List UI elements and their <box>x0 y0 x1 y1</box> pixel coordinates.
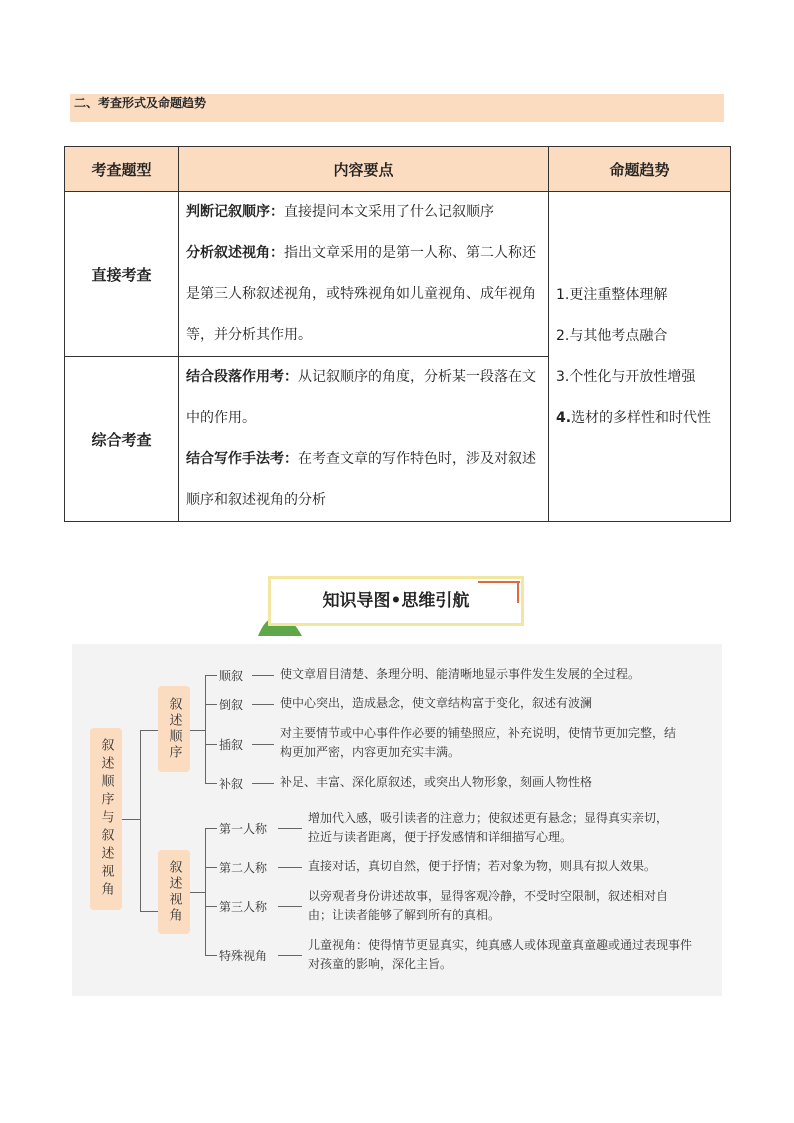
point-key: 判断记叙顺序： <box>186 204 284 220</box>
leaf-desc: 使中心突出，造成悬念，使文章结构富于变化，叙述有波澜 <box>280 696 593 710</box>
row-points <box>179 192 549 357</box>
banner-title: 知识导图•思维引航 <box>268 576 524 626</box>
dash <box>278 906 302 907</box>
point-text: 从记叙顺序的角度，分析某一段落在文中的作用。 <box>186 369 536 426</box>
connector <box>205 828 217 829</box>
dash <box>252 675 274 676</box>
banner-accent <box>478 581 520 583</box>
connector <box>190 730 205 731</box>
leaf-label: 第二人称 <box>219 861 268 875</box>
mind-map <box>72 644 722 996</box>
leaf-label: 插叙 <box>219 738 244 752</box>
leaf-desc: 直接对话，真切自然，便于抒情；若对象为物，则具有拟人效果。 <box>308 859 657 873</box>
leaf-label: 倒叙 <box>219 698 244 712</box>
exam-form-table <box>64 146 731 522</box>
row-type: 直接考查 <box>65 192 179 357</box>
point-key: 结合写作手法考： <box>186 451 298 467</box>
connector <box>140 911 158 912</box>
trend-cell <box>549 192 731 522</box>
dash <box>252 783 274 784</box>
leaf-label: 第三人称 <box>219 900 268 914</box>
connector <box>205 867 217 868</box>
trend-item: 4.选材的多样性和时代性 <box>556 409 712 426</box>
leaf-desc: 增加代入感，吸引读者的注意力；使叙述更有悬念；显得真实亲切，拉近与读者距离，便于抒发感情和详细描写心理。 <box>308 811 669 844</box>
table-header-row <box>65 147 731 192</box>
leaf-desc: 以旁观者身份讲述故事，显得客观冷静，不受时空限制，叙述相对自由；让读者能够了解到所有的真相。 <box>308 889 669 922</box>
point-key: 结合段落作用考： <box>186 369 298 385</box>
connector <box>205 828 206 955</box>
point-text: 直接提问本文采用了什么记叙顺序 <box>284 204 494 220</box>
trend-item: 2.与其他考点融合 <box>556 327 668 344</box>
connector <box>122 819 140 820</box>
leaf-label: 第一人称 <box>219 822 268 836</box>
point-text: 在考查文章的写作特色时，涉及对叙述顺序和叙述视角的分析 <box>186 451 536 508</box>
knowledge-banner <box>258 572 538 636</box>
trend-item: 1.更注重整体理解 <box>556 286 668 303</box>
connector <box>190 892 205 893</box>
connector <box>205 744 217 745</box>
banner-accent <box>517 581 519 603</box>
trend-item: 3.个性化与开放性增强 <box>556 368 696 385</box>
branch-narrative-order: 叙述顺序 <box>158 686 190 772</box>
leaf-desc: 对主要情节或中心事件作必要的铺垫照应，补充说明，使情节更加完整，结构更加严密，内容更加充实丰满。 <box>280 726 677 759</box>
section-title: 二、考查形式及命题趋势 <box>70 94 724 122</box>
point-key: 分析叙述视角： <box>186 245 284 261</box>
connector <box>140 730 141 911</box>
leaf-label: 特殊视角 <box>219 949 268 963</box>
header-points: 内容要点 <box>179 147 549 192</box>
connector <box>140 730 158 731</box>
header-type: 考查题型 <box>65 147 179 192</box>
leaf-label: 补叙 <box>219 777 244 791</box>
dash <box>278 867 302 868</box>
dash <box>278 828 302 829</box>
branch-narrative-perspective: 叙述视角 <box>158 850 190 934</box>
row-type: 综合考查 <box>65 357 179 522</box>
connector <box>205 675 217 676</box>
row-points <box>179 357 549 522</box>
leaf-label: 顺叙 <box>219 669 244 683</box>
connector <box>205 783 217 784</box>
connector <box>205 906 217 907</box>
connector <box>205 955 217 956</box>
root-node: 叙述顺序与叙述视角 <box>90 728 122 910</box>
leaf-desc: 补足、丰富、深化原叙述，或突出人物形象，刻画人物性格 <box>280 775 593 789</box>
dash <box>252 704 274 705</box>
leaf-desc: 儿童视角：使得情节更显真实，纯真感人或体现童真童趣或通过表现事件对孩童的影响，深化主旨。 <box>308 938 693 971</box>
point-text: 指出文章采用的是第一人称、第二人称还是第三人称叙述视角，或特殊视角如儿童视角、成年视角等，并分析其作用。 <box>186 245 536 343</box>
table-row <box>65 192 731 357</box>
connector <box>205 704 217 705</box>
connector <box>205 675 206 783</box>
dash <box>252 744 274 745</box>
header-trend: 命题趋势 <box>549 147 731 192</box>
dash <box>278 955 302 956</box>
leaf-desc: 使文章眉目清楚、条理分明、能清晰地显示事件发生发展的全过程。 <box>280 667 641 681</box>
